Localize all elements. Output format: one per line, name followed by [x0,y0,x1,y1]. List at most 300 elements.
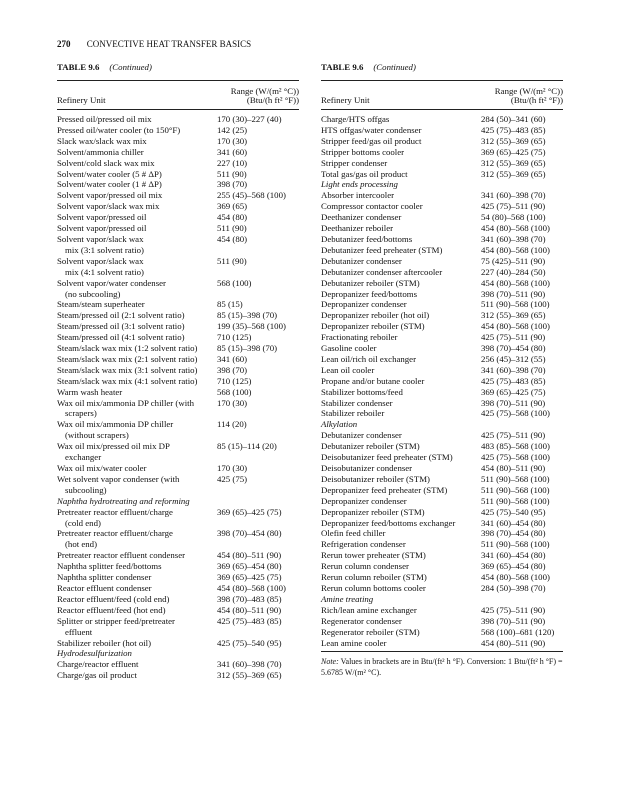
range-value: 85 (15)–114 (20) [217,441,277,452]
table-row [57,659,299,670]
refinery-unit: Deethanizer condenser [321,212,402,223]
range-value: 511 (90)–568 (100) [481,299,550,310]
range-value: 312 (55)–369 (65) [481,157,546,168]
refinery-unit: Regenerator condenser [321,615,402,626]
refinery-unit: Naphtha splitter feed/bottoms [57,561,162,572]
range-value: 425 (75)–511 (90) [481,332,546,343]
range-value: 341 (60)–454 (80) [481,550,546,561]
section-heading [57,496,299,507]
refinery-unit: Alkylation [321,419,358,430]
range-value: 341 (60) [217,353,248,364]
refinery-unit: Solvent vapor/pressed oil [57,223,147,234]
table-row [57,387,299,398]
refinery-unit: Pretreater reactor effluent/charge [57,528,173,539]
section-heading [57,648,299,659]
section-heading [321,419,563,430]
refinery-unit: Compressor contactor cooler [321,201,423,212]
table-row [321,583,563,594]
refinery-unit: HTS offgas/water condenser [321,124,422,135]
range-value: 425 (75)–511 (90) [481,604,546,615]
refinery-unit: Deethanizer reboiler [321,223,394,234]
refinery-unit: Solvent vapor/slack wax [57,255,144,266]
table-row [57,616,299,627]
range-value: 312 (55)–369 (65) [217,670,282,681]
refinery-unit: Pretreater reactor effluent/charge [57,506,173,517]
table-row [57,376,299,387]
table-header [321,81,563,109]
refinery-unit: Amine treating [321,593,374,604]
refinery-unit: Splitter or stripper feed/pretreater [57,615,175,626]
range-value: 312 (55)–369 (65) [481,310,546,321]
table-row [321,408,563,419]
range-value: 511 (90)–568 (100) [481,495,550,506]
range-value: 54 (80)–568 (100) [481,212,546,223]
refinery-unit: Steam/pressed oil (3:1 solvent ratio) [57,321,185,332]
range-value: 425 (75)–483 (85) [481,375,546,386]
range-value: 454 (80) [217,233,248,244]
table-row [57,365,299,376]
note-label: Note: [321,657,339,667]
range-value: 511 (90) [217,223,247,234]
refinery-unit: Steam/slack wax mix (4:1 solvent ratio) [57,375,198,386]
refinery-unit: Debutanizer condenser aftercooler [321,266,443,277]
page-number: 270 [57,39,71,49]
refinery-unit: Charge/reactor effluent [57,659,139,670]
refinery-unit: Fractionating reboiler [321,332,398,343]
refinery-unit: Debutanizer reboiler (STM) [321,441,420,452]
table-row [57,169,299,180]
refinery-unit: Regenerator reboiler (STM) [321,626,420,637]
table-row [321,430,563,441]
table-row [321,518,563,529]
refinery-unit: Rerun column condenser [321,561,409,572]
table-row [57,256,299,267]
range-value: 255 (45)–568 (100) [217,190,286,201]
refinery-unit: Solvent vapor/slack wax [57,233,144,244]
table-row [57,572,299,583]
refinery-unit: Olefin feed chiller [321,528,386,539]
refinery-unit: Depropanizer reboiler (STM) [321,321,425,332]
note-text: Values in brackets are in Btu/(ft² h °F). Conversion: 1 Btu/(ft² h °F) = 5.6785 W/(m² °C). [321,657,563,678]
range-value: 398 (70)–454 (80) [481,343,546,354]
table-row [321,136,563,147]
range-value: 341 (60)–398 (70) [481,233,546,244]
table-row [57,441,299,452]
range-value: 114 (20) [217,419,247,430]
range-value: 454 (80)–568 (100) [217,582,286,593]
range-value: 398 (70)–454 (80) [481,528,546,539]
refinery-unit: Lean amine cooler [321,637,387,648]
refinery-unit: Wet solvent vapor condenser (with [57,473,180,484]
table-row [321,256,563,267]
range-value: 454 (80)–568 (100) [481,244,550,255]
range-value: 256 (45)–312 (55) [481,353,546,364]
header-range-imperial: (Btu/(h ft² °F)) [246,95,299,105]
table-row [57,321,299,332]
refinery-unit: Wax oil mix/ammonia DP chiller (with [57,397,195,408]
refinery-unit: Pressed oil/water cooler (to 150°F) [57,124,181,135]
refinery-unit-continued: mix (4:1 solvent ratio) [65,266,144,277]
header-range-si: Range (W/(m² °C)) [494,86,563,96]
table-row [321,452,563,463]
refinery-unit: Depropanizer feed/bottoms [321,288,417,299]
table-row [57,507,299,518]
running-head [57,39,251,49]
refinery-unit: Hydrodesulfurization [57,648,132,659]
range-value: 341 (60)–454 (80) [481,517,546,528]
table-row [57,223,299,234]
table-row [321,376,563,387]
range-value: 398 (70)–511 (90) [481,288,546,299]
header-range-imperial: (Btu/(h ft² °F)) [510,95,563,105]
table-row [57,354,299,365]
range-value: 710 (125) [217,375,252,386]
range-value: 75 (425)–511 (90) [481,255,546,266]
table-row [321,572,563,583]
table-row-continuation [57,267,299,278]
refinery-unit: Depropanizer condenser [321,299,407,310]
range-value: 227 (10) [217,157,248,168]
refinery-unit: Steam/slack wax mix (1:2 solvent ratio) [57,343,198,354]
range-value: 341 (60)–398 (70) [481,364,546,375]
table-row [321,289,563,300]
range-value: 284 (50)–341 (60) [481,114,546,124]
range-value: 454 (80)–568 (100) [481,277,550,288]
table-row [57,179,299,190]
refinery-unit: Deisobutanizer condenser [321,463,413,473]
refinery-unit: Reactor effluent/feed (cold end) [57,593,170,604]
range-value: 227 (40)–284 (50) [481,266,546,277]
table-row [321,158,563,169]
table-row-continuation [57,485,299,496]
refinery-unit: Rerun column bottoms cooler [321,582,426,593]
range-value: 142 (25) [217,124,248,135]
range-value: 568 (100) [217,277,252,288]
range-value: 568 (100) [217,386,252,397]
refinery-unit: Steam/pressed oil (2:1 solvent ratio) [57,310,185,321]
table-row [57,114,299,125]
table-row [57,528,299,539]
table-row [321,496,563,507]
refinery-unit-continued: (no subcooling) [65,288,121,299]
range-value: 170 (30)–227 (40) [217,114,282,124]
table-row-continuation [57,627,299,638]
refinery-unit: Wax oil mix/water cooler [57,463,147,473]
table-note [321,656,563,678]
table-row-continuation [57,289,299,300]
range-value: 483 (85)–568 (100) [481,441,550,452]
running-head-title: CONVECTIVE HEAT TRANSFER BASICS [86,39,252,49]
header-refinery-unit: Refinery Unit [321,95,370,105]
table-row [321,474,563,485]
range-value: 454 (80) [217,212,248,223]
table-row [57,343,299,354]
range-value: 398 (70)–511 (90) [481,615,546,626]
table-row [57,670,299,681]
refinery-unit: Rich/lean amine exchanger [321,604,417,615]
table-row-continuation [57,245,299,256]
table-row [57,583,299,594]
table-row [321,365,563,376]
refinery-unit: Absorber intercooler [321,190,395,201]
refinery-unit: Slack wax/slack wax mix [57,135,147,146]
table-title [57,60,299,74]
refinery-unit: Pressed oil/pressed oil mix [57,114,152,124]
refinery-unit: Wax oil mix/pressed oil mix DP [57,441,170,452]
table-row-continuation [57,408,299,419]
range-value: 312 (55)–369 (65) [481,168,546,179]
table-label: TABLE 9.6 [57,62,100,72]
table-row [57,278,299,289]
range-value: 398 (70) [217,364,248,375]
refinery-unit: Depropanizer feed preheater (STM) [321,484,448,495]
table-row [321,354,563,365]
refinery-unit: Depropanizer reboiler (STM) [321,506,425,517]
table-row [321,561,563,572]
refinery-unit: Reactor effluent condenser [57,582,152,593]
refinery-unit-continued: effluent [65,626,93,637]
range-value: 511 (90) [217,168,247,179]
table-row [57,561,299,572]
refinery-unit: Steam/pressed oil (4:1 solvent ratio) [57,332,185,343]
refinery-unit: Solvent/water cooler (5 # ΔP) [57,168,162,179]
table-label: TABLE 9.6 [321,62,364,72]
table-row [57,398,299,409]
range-value: 425 (75)–568 (100) [481,452,550,463]
refinery-unit-continued: mix (3:1 solvent ratio) [65,244,144,255]
table-row [57,136,299,147]
refinery-unit-continued: scrapers) [65,408,97,419]
range-value: 425 (75)–540 (95) [481,506,546,517]
table-row [57,190,299,201]
table-row [321,223,563,234]
range-value: 425 (75)–511 (90) [481,201,546,212]
refinery-unit: Debutanizer feed/bottoms [321,233,413,244]
table-row [321,190,563,201]
table-row [57,463,299,474]
header-range-si: Range (W/(m² °C)) [230,86,299,96]
table-row [321,627,563,638]
table-row [57,638,299,649]
range-value: 425 (75)–483 (85) [217,615,282,626]
section-heading [321,179,563,190]
range-value: 369 (65) [217,201,248,212]
refinery-unit: Stripper bottoms cooler [321,146,405,157]
table-row [321,267,563,278]
table-row [57,158,299,169]
refinery-unit: Solvent/cold slack wax mix [57,157,155,168]
table-row [57,550,299,561]
range-value: 454 (80)–511 (90) [217,550,282,561]
refinery-unit: Naphtha splitter condenser [57,572,152,583]
refinery-unit: Solvent/ammonia chiller [57,146,144,157]
range-value: 85 (15) [217,299,243,310]
refinery-unit: Solvent vapor/pressed oil mix [57,190,163,201]
table-row [321,201,563,212]
table-row [57,474,299,485]
range-value: 425 (75) [217,473,248,484]
refinery-unit: Light ends processing [321,179,398,190]
refinery-unit: Debutanizer reboiler (STM) [321,277,420,288]
table-row [321,212,563,223]
table-row [321,321,563,332]
table-title [321,60,563,74]
refinery-unit: Charge/HTS offgas [321,114,390,124]
range-value: 425 (75)–483 (85) [481,124,546,135]
table-row [57,419,299,430]
refinery-unit-continued: subcooling) [65,484,107,495]
table-right-column [321,60,563,678]
range-value: 454 (80)–568 (100) [481,223,550,234]
table-row [321,147,563,158]
table-continued: (Continued) [109,62,152,72]
range-value: 425 (75)–568 (100) [481,408,550,419]
range-value: 341 (60) [217,146,248,157]
range-value: 170 (30) [217,397,248,408]
range-value: 398 (70) [217,179,248,190]
refinery-unit: Refrigeration condenser [321,539,406,550]
table-row [321,343,563,354]
table-row [321,441,563,452]
range-value: 511 (90) [217,255,247,266]
refinery-unit: Deisobutanizer feed preheater (STM) [321,452,453,463]
refinery-unit: Solvent vapor/water condenser [57,277,166,288]
table-row-continuation [57,518,299,529]
table-row [321,169,563,180]
refinery-unit: Propane and/or butane cooler [321,375,425,386]
range-value: 511 (90)–568 (100) [481,484,550,495]
table-header [57,81,299,109]
refinery-unit: Depropanizer reboiler (hot oil) [321,310,430,321]
table-row [321,125,563,136]
refinery-unit: Deisobutanizer reboiler (STM) [321,473,430,484]
table-continued: (Continued) [373,62,416,72]
table-row [321,539,563,550]
range-value: 710 (125) [217,332,252,343]
table-row [57,234,299,245]
range-value: 341 (60)–398 (70) [217,659,282,670]
refinery-unit-continued: exchanger [65,452,102,463]
refinery-unit-continued: (cold end) [65,517,101,528]
range-value: 170 (30) [217,135,248,146]
table-row [321,550,563,561]
table-row-continuation [57,539,299,550]
table-row [321,299,563,310]
section-heading [321,594,563,605]
refinery-unit: Rerun tower preheater (STM) [321,550,426,561]
range-value: 85 (15)–398 (70) [217,343,278,354]
refinery-unit: Depropanizer feed/bottoms exchanger [321,517,456,528]
range-value: 369 (65)–454 (80) [217,561,282,572]
table-row [321,485,563,496]
refinery-unit: Steam/slack wax mix (2:1 solvent ratio) [57,353,198,364]
table-row [321,528,563,539]
refinery-unit: Debutanizer feed preheater (STM) [321,244,443,255]
refinery-unit-continued: (hot end) [65,539,98,550]
refinery-unit: Rerun column reboiler (STM) [321,572,427,583]
refinery-unit: Wax oil mix/ammonia DP chiller [57,419,174,430]
table-row [57,332,299,343]
refinery-unit: Debutanizer condenser [321,430,402,441]
range-value: 454 (80)–511 (90) [217,604,282,615]
refinery-unit-continued: (without scrapers) [65,430,129,441]
table-left-column [57,60,299,681]
table-row [321,616,563,627]
refinery-unit: Stripper feed/gas oil product [321,135,422,146]
table-row [321,507,563,518]
refinery-unit: Stabilizer reboiler (hot oil) [57,637,152,648]
range-value: 369 (65)–425 (75) [481,146,546,157]
refinery-unit: Lean oil/rich oil exchanger [321,353,417,364]
range-value: 568 (100)–681 (120) [481,626,555,637]
range-value: 398 (70)–483 (85) [217,593,282,604]
table-row-continuation [57,430,299,441]
table-row [321,114,563,125]
table-row [57,125,299,136]
table-row [57,147,299,158]
table-row [321,310,563,321]
range-value: 454 (80)–511 (90) [481,637,546,648]
range-value: 511 (90)–568 (100) [481,539,550,550]
refinery-unit: Solvent vapor/pressed oil [57,212,147,223]
range-value: 170 (30) [217,463,248,473]
range-value: 398 (70)–454 (80) [217,528,282,539]
table-row [57,594,299,605]
table-row [321,638,563,649]
range-value: 454 (80)–511 (90) [481,463,546,473]
refinery-unit: Reactor effluent/feed (hot end) [57,604,166,615]
refinery-unit: Stabilizer reboiler [321,408,385,419]
table-row [321,387,563,398]
refinery-unit: Warm wash heater [57,386,123,397]
table-row [321,332,563,343]
refinery-unit: Debutanizer condenser [321,255,402,266]
refinery-unit: Solvent/water cooler (1 # ΔP) [57,179,162,190]
table-row [321,234,563,245]
range-value: 511 (90)–568 (100) [481,473,550,484]
refinery-unit: Steam/steam superheater [57,299,145,310]
range-value: 284 (50)–398 (70) [481,582,546,593]
range-value: 369 (65)–425 (75) [217,572,282,583]
table-row [57,310,299,321]
range-value: 341 (60)–398 (70) [481,190,546,201]
table-row [321,463,563,474]
refinery-unit: Stabilizer bottoms/feed [321,386,403,397]
range-value: 369 (65)–454 (80) [481,561,546,572]
table-row [321,605,563,616]
table-row [321,398,563,409]
refinery-unit: Stabilizer condenser [321,397,393,408]
table-row [57,212,299,223]
range-value: 425 (75)–540 (95) [217,637,282,648]
refinery-unit: Total gas/gas oil product [321,168,408,179]
range-value: 312 (55)–369 (65) [481,135,546,146]
range-value: 425 (75)–511 (90) [481,430,546,441]
table-row [321,245,563,256]
table-row [57,605,299,616]
table-bottom-rule [321,651,563,652]
refinery-unit: Solvent vapor/slack wax mix [57,201,160,212]
refinery-unit: Steam/slack wax mix (3:1 solvent ratio) [57,364,198,375]
refinery-unit: Charge/gas oil product [57,670,137,681]
header-refinery-unit: Refinery Unit [57,95,106,105]
table-body [57,110,299,681]
refinery-unit: Depropanizer condenser [321,495,407,506]
refinery-unit: Lean oil cooler [321,364,375,375]
refinery-unit: Gasoline cooler [321,343,377,354]
range-value: 454 (80)–568 (100) [481,572,550,583]
range-value: 369 (65)–425 (75) [481,386,546,397]
